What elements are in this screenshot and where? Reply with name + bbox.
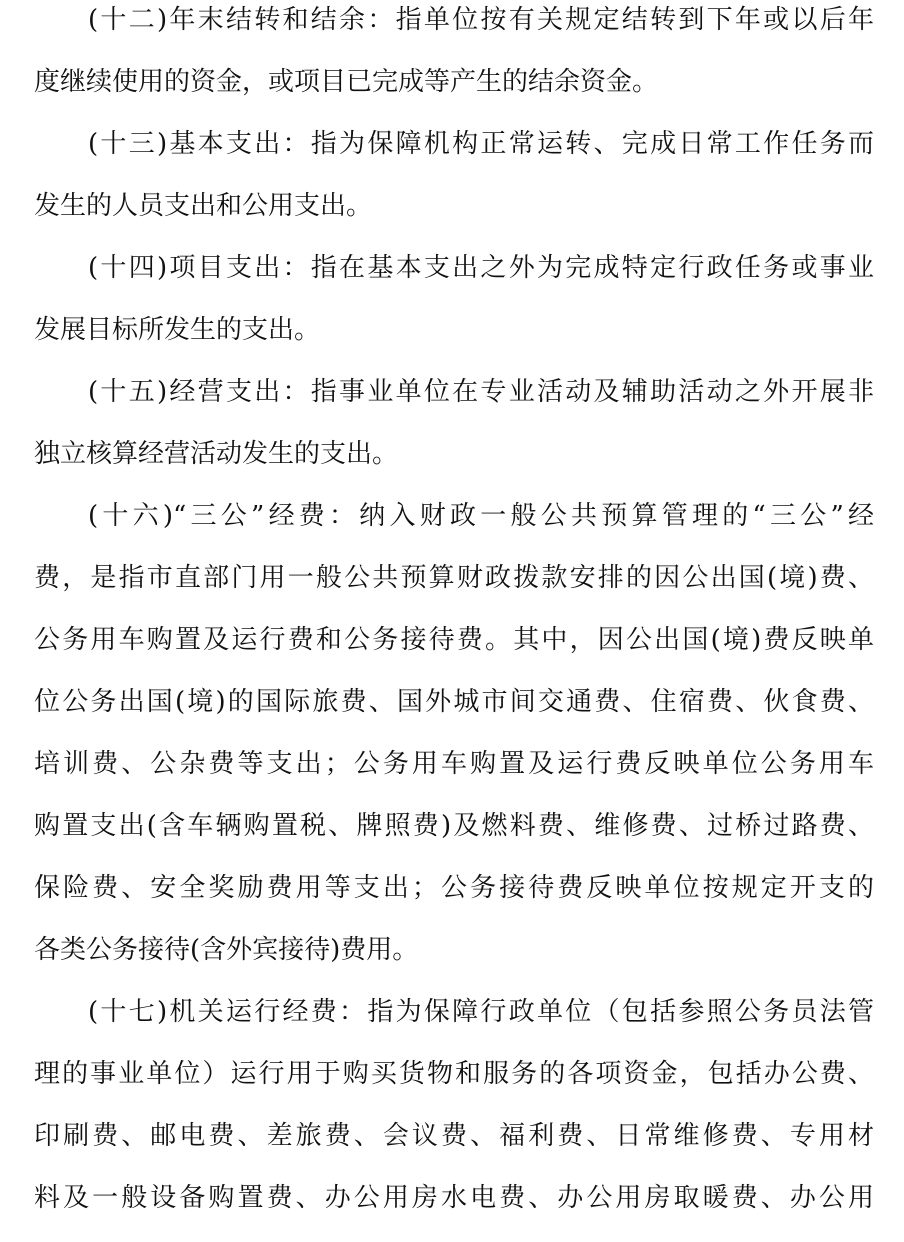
paragraph-16-line-4: 位公务出国(境)的国际旅费、国外城市间交通费、住宿费、伙食费、: [34, 687, 874, 717]
paragraph-17-line-4: 料及一般设备购置费、办公用房水电费、办公用房取暖费、办公用: [34, 1183, 874, 1213]
paragraph-14-line-1: (十四)项目支出：指在基本支出之外为完成特定行政任务或事业: [88, 253, 874, 283]
paragraph-14-line-2: 发展目标所发生的支出。: [34, 315, 321, 345]
paragraph-17-line-1: (十七)机关运行经费：指为保障行政单位（包括参照公务员法管: [88, 997, 874, 1027]
paragraph-12-line-1: (十二)年末结转和结余：指单位按有关规定结转到下年或以后年: [88, 5, 874, 35]
paragraph-13-line-2: 发生的人员支出和公用支出。: [34, 191, 373, 221]
paragraph-16-line-1: (十六)“三公”经费：纳入财政一般公共预算管理的“三公”经: [88, 501, 874, 531]
paragraph-16-line-5: 培训费、公杂费等支出；公务用车购置及运行费反映单位公务用车: [34, 749, 874, 779]
paragraph-16-line-2: 费，是指市直部门用一般公共预算财政拨款安排的因公出国(境)费、: [34, 563, 874, 593]
paragraph-15-line-1: (十五)经营支出：指事业单位在专业活动及辅助活动之外开展非: [88, 377, 874, 407]
paragraph-17-line-3: 印刷费、邮电费、差旅费、会议费、福利费、日常维修费、专用材: [34, 1121, 874, 1151]
paragraph-16-line-3: 公务用车购置及运行费和公务接待费。其中，因公出国(境)费反映单: [34, 625, 874, 655]
paragraph-15-line-2: 独立核算经营活动发生的支出。: [34, 439, 399, 469]
paragraph-16-line-6: 购置支出(含车辆购置税、牌照费)及燃料费、维修费、过桥过路费、: [34, 811, 874, 841]
paragraph-16-line-8: 各类公务接待(含外宾接待)费用。: [34, 935, 419, 965]
paragraph-13-line-1: (十三)基本支出：指为保障机构正常运转、完成日常工作任务而: [88, 129, 874, 159]
paragraph-17-line-2: 理的事业单位）运行用于购买货物和服务的各项资金，包括办公费、: [34, 1059, 874, 1089]
paragraph-12-line-2: 度继续使用的资金，或项目已完成等产生的结余资金。: [34, 67, 659, 97]
paragraph-16-line-7: 保险费、安全奖励费用等支出；公务接待费反映单位按规定开支的: [34, 873, 874, 903]
